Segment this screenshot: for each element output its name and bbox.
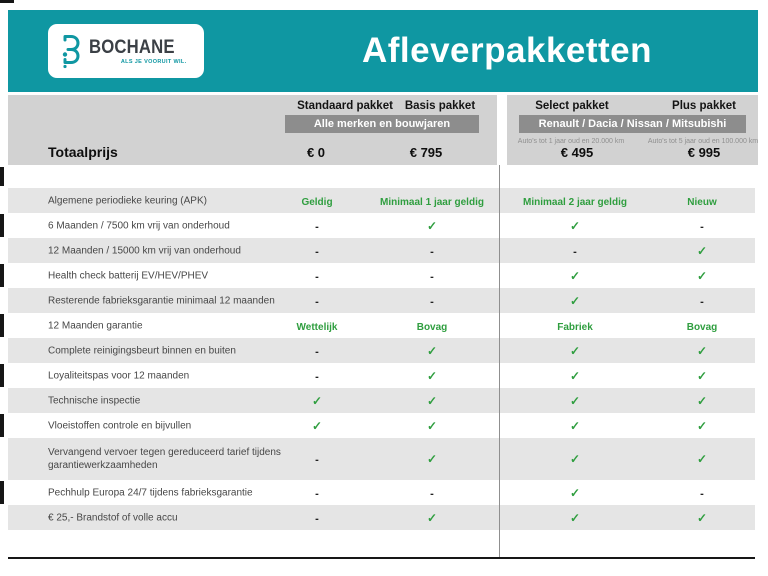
feature-cell — [417, 317, 448, 335]
value-text: Minimaal 1 jaar geldig — [380, 196, 484, 208]
feature-cell — [312, 392, 322, 410]
feature-cell — [573, 242, 577, 260]
feature-cell — [570, 267, 580, 285]
check-icon: ✓ — [311, 418, 323, 433]
logo-tagline: ALS JE VOORUIT WIL. — [120, 59, 187, 65]
feature-cell — [430, 292, 434, 310]
feature-cell — [430, 267, 434, 285]
value-text: Wettelijk — [296, 321, 338, 333]
price-plus: € 995 — [687, 145, 721, 160]
feature-label: Vloeistoffen controle en bijvullen — [48, 420, 192, 431]
dash-icon: - — [315, 220, 319, 233]
dash-icon: - — [315, 245, 319, 258]
feature-cell — [687, 317, 718, 335]
check-icon: ✓ — [426, 510, 438, 525]
feature-cell — [523, 192, 627, 210]
feature-cell — [570, 417, 580, 435]
feature-cell — [570, 509, 580, 527]
value-text: Geldig — [301, 196, 333, 208]
feature-label: Health check batterij EV/HEV/PHEV — [48, 270, 209, 281]
table-row — [8, 505, 755, 530]
feature-cell — [570, 217, 580, 235]
dash-icon: - — [315, 295, 319, 308]
table-row — [8, 288, 755, 313]
check-icon: ✓ — [696, 510, 708, 525]
column-header-select: Select pakket — [535, 100, 609, 112]
check-icon: ✓ — [426, 368, 438, 383]
dash-icon: - — [315, 454, 319, 466]
logo-text — [89, 37, 186, 65]
dash-icon: - — [315, 370, 319, 383]
value-text: Minimaal 2 jaar geldig — [523, 196, 627, 208]
check-icon: ✓ — [426, 343, 438, 358]
feature-cell — [570, 367, 580, 385]
feature-cell — [700, 484, 704, 502]
check-icon: ✓ — [426, 452, 438, 466]
feature-label: 6 Maanden / 7500 km vrij van onderhoud — [48, 220, 230, 231]
dash-icon: - — [315, 345, 319, 358]
dash-icon: - — [700, 220, 704, 233]
feature-cell — [315, 509, 319, 527]
feature-cell — [315, 242, 319, 260]
column-subtitle-select: Auto's tot 1 jaar oud en 20.000 km — [517, 138, 625, 145]
check-icon: ✓ — [311, 393, 323, 408]
total-price-label: Totaalprijs — [48, 144, 118, 160]
check-icon: ✓ — [426, 393, 438, 408]
table-row — [8, 438, 755, 480]
feature-cell — [315, 267, 319, 285]
group-banner-renault-group: Renault / Dacia / Nissan / Mitsubishi — [519, 115, 746, 133]
dash-icon: - — [315, 270, 319, 283]
feature-cell — [312, 417, 322, 435]
dash-icon: - — [315, 512, 319, 525]
feature-label: Pechhulp Europa 24/7 tijdens fabrieksgarantie — [48, 487, 253, 498]
feature-cell — [697, 242, 707, 260]
feature-cell — [697, 392, 707, 410]
price-standaard: € 0 — [306, 145, 326, 160]
check-icon: ✓ — [569, 452, 581, 466]
feature-cell — [315, 342, 319, 360]
feature-cell — [380, 192, 484, 210]
check-icon: ✓ — [696, 368, 708, 383]
value-text: Nieuw — [687, 196, 717, 208]
table-row — [8, 338, 755, 363]
dash-icon: - — [700, 295, 704, 308]
check-icon: ✓ — [569, 293, 581, 308]
dash-icon: - — [315, 487, 319, 500]
check-icon: ✓ — [569, 418, 581, 433]
value-text: Bovag — [416, 321, 448, 333]
feature-cell — [315, 484, 319, 502]
feature-cell — [570, 342, 580, 360]
feature-cell — [700, 217, 704, 235]
feature-cell — [427, 342, 437, 360]
feature-cell — [297, 317, 338, 335]
feature-cell — [570, 292, 580, 310]
feature-cell — [570, 484, 580, 502]
feature-label: Vervangend vervoer tegen gereduceerd tarief tijdens garantiewerkzaamheden — [48, 447, 281, 471]
feature-cell — [427, 217, 437, 235]
check-icon: ✓ — [696, 393, 708, 408]
feature-cell — [315, 217, 319, 235]
scan-artifact-top — [0, 0, 14, 3]
table-bottom-border — [8, 557, 755, 559]
feature-cell — [427, 417, 437, 435]
logo-name: BOCHANE — [89, 37, 175, 58]
table-row — [8, 413, 755, 438]
table-row — [8, 213, 755, 238]
feature-cell — [557, 317, 593, 335]
feature-cell — [315, 450, 319, 468]
table-row — [8, 263, 755, 288]
feature-cell — [697, 267, 707, 285]
check-icon: ✓ — [696, 418, 708, 433]
scan-artifact-tick — [0, 167, 4, 186]
check-icon: ✓ — [569, 485, 581, 500]
feature-label: € 25,- Brandstof of volle accu — [48, 512, 178, 523]
dash-icon: - — [430, 245, 434, 258]
feature-cell — [570, 392, 580, 410]
feature-cell — [315, 292, 319, 310]
check-icon: ✓ — [569, 343, 581, 358]
feature-label: Complete reinigingsbeurt binnen en buiten — [48, 345, 236, 356]
dash-icon: - — [430, 487, 434, 500]
feature-cell — [427, 450, 437, 468]
bochane-logo — [48, 24, 204, 78]
price-select: € 495 — [560, 145, 594, 160]
check-icon: ✓ — [696, 343, 708, 358]
feature-cell — [697, 367, 707, 385]
feature-cell — [697, 450, 707, 468]
feature-cell — [570, 450, 580, 468]
check-icon: ✓ — [569, 510, 581, 525]
bochane-logo-icon — [58, 33, 82, 69]
group-banner-all-brands: Alle merken en bouwjaren — [285, 115, 479, 133]
feature-label: Algemene periodieke keuring (APK) — [48, 195, 207, 206]
price-basis: € 795 — [409, 145, 443, 160]
table-row — [8, 363, 755, 388]
column-header-standaard: Standaard pakket — [297, 100, 393, 112]
feature-cell — [427, 367, 437, 385]
check-icon: ✓ — [426, 218, 438, 233]
feature-cell — [427, 509, 437, 527]
dash-icon: - — [573, 245, 577, 258]
check-icon: ✓ — [569, 268, 581, 283]
value-text: Fabriek — [557, 321, 593, 333]
value-text: Bovag — [686, 321, 718, 333]
check-icon: ✓ — [569, 393, 581, 408]
table-row — [8, 480, 755, 505]
feature-cell — [315, 367, 319, 385]
feature-cell — [697, 417, 707, 435]
column-subtitle-plus: Auto's tot 5 jaar oud en 100.000 km — [647, 138, 759, 145]
feature-label: 12 Maanden / 15000 km vrij van onderhoud — [48, 245, 241, 256]
check-icon: ✓ — [696, 268, 708, 283]
feature-cell — [427, 392, 437, 410]
header-banner — [8, 10, 758, 92]
check-icon: ✓ — [569, 218, 581, 233]
column-header-plus: Plus pakket — [672, 100, 736, 112]
feature-cell — [700, 292, 704, 310]
check-icon: ✓ — [426, 418, 438, 433]
feature-cell — [697, 342, 707, 360]
table-row — [8, 313, 755, 338]
table-row — [8, 388, 755, 413]
feature-rows — [8, 188, 755, 530]
feature-label: Technische inspectie — [48, 395, 141, 406]
column-group-divider — [499, 165, 500, 558]
feature-cell — [687, 192, 716, 210]
table-row — [8, 238, 755, 263]
feature-label: Resterende fabrieksgarantie minimaal 12 maanden — [48, 295, 275, 306]
check-icon: ✓ — [696, 452, 708, 466]
dash-icon: - — [430, 270, 434, 283]
feature-cell — [697, 509, 707, 527]
feature-cell — [430, 484, 434, 502]
check-icon: ✓ — [696, 243, 708, 258]
page-title: Afleverpakketten — [361, 31, 653, 70]
feature-cell — [301, 192, 332, 210]
dash-icon: - — [700, 487, 704, 500]
check-icon: ✓ — [569, 368, 581, 383]
table-row — [8, 188, 755, 213]
column-header-basis: Basis pakket — [404, 100, 476, 112]
feature-cell — [430, 242, 434, 260]
feature-label: Loyaliteitspas voor 12 maanden — [48, 370, 190, 381]
dash-icon: - — [430, 295, 434, 308]
feature-label: 12 Maanden garantie — [48, 320, 143, 331]
